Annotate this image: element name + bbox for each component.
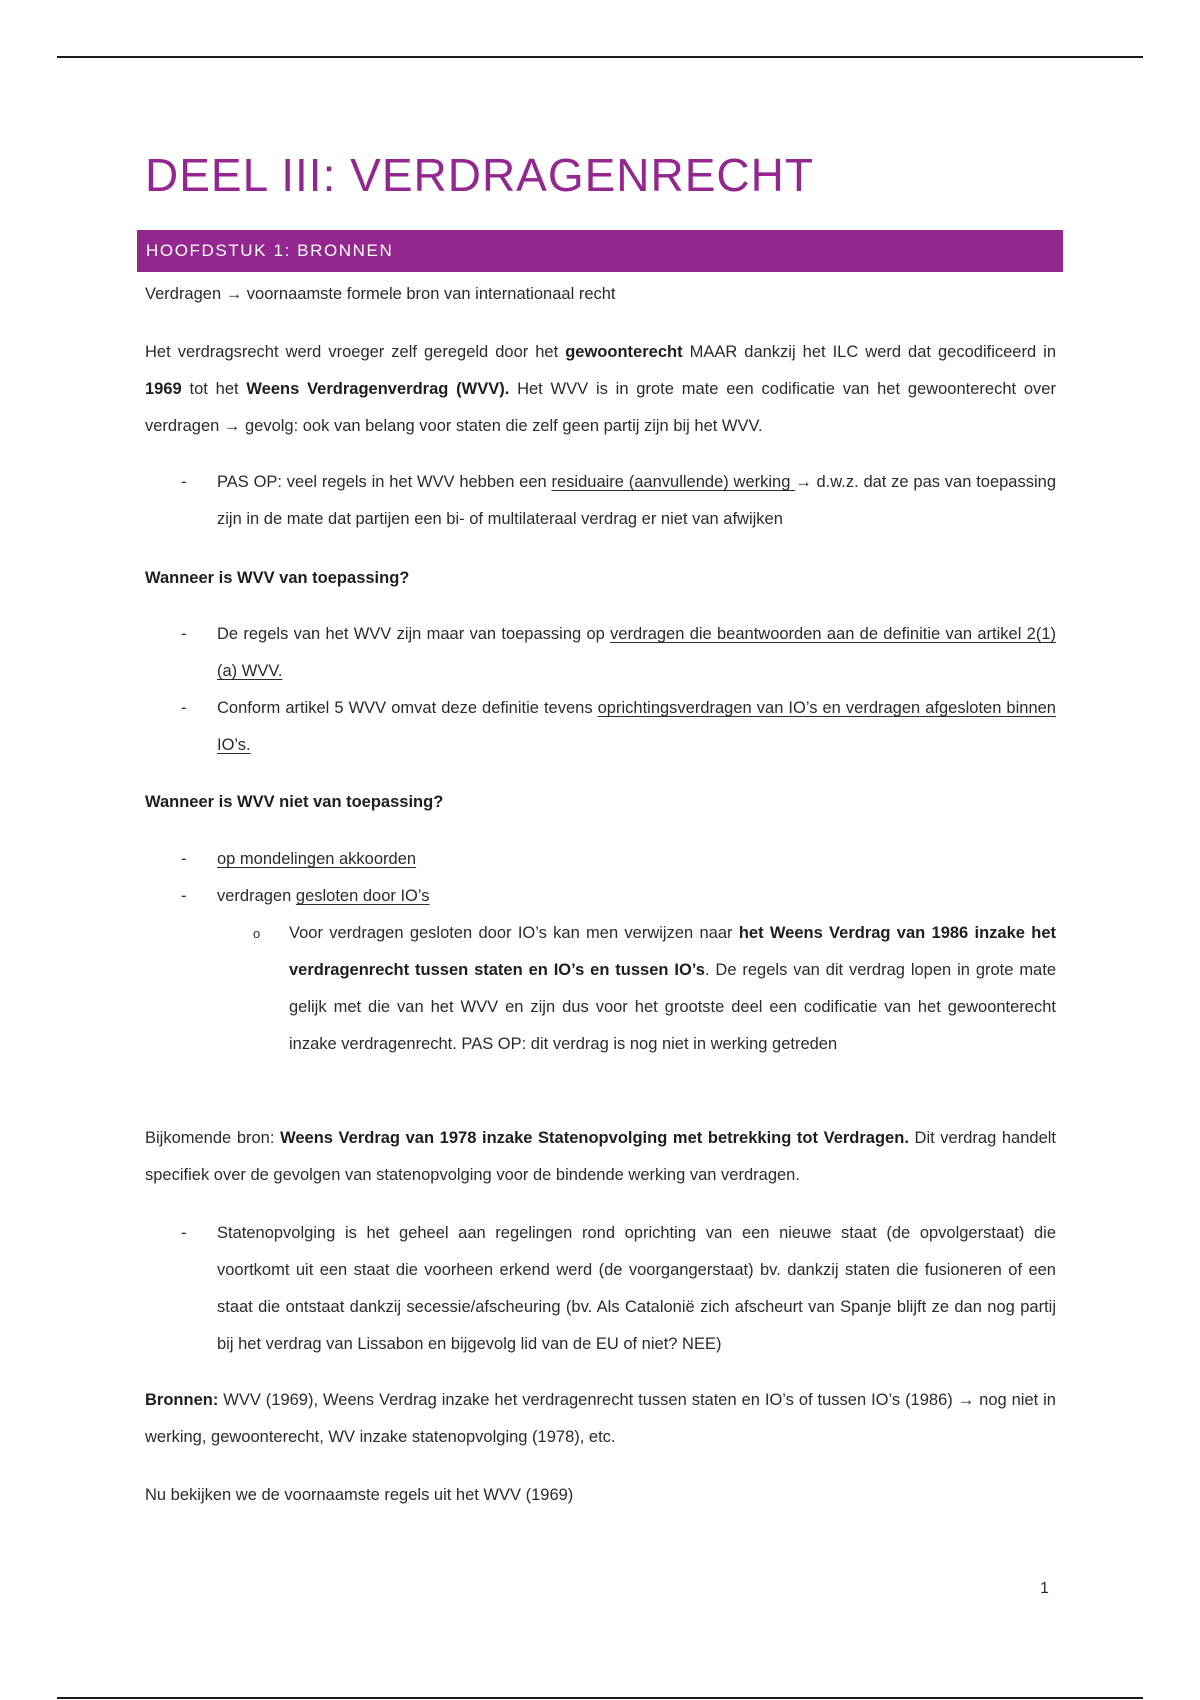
closing-line: Nu bekijken we de voornaamste regels uit het WVV (1969) — [145, 1486, 574, 1504]
list-item: - PAS OP: veel regels in het WVV hebben een residuaire (aanvullende) werking → d.w.z. dat ze pas van toepassing zijn in de mate dat partijen een bi- of multilateraal verdrag er niet van afwijken — [181, 473, 1057, 528]
list-item: - De regels van het WVV zijn maar van toepassing op verdragen die beantwoorden aan de definitie van artikel 2(1) (a) WVV. — [181, 625, 1056, 680]
footer-rule — [57, 1697, 1143, 1699]
paragraph-supplementary-source: Bijkomende bron: Weens Verdrag van 1978 inzake Statenopvolging met betrekking tot Verdragen. Dit verdrag handelt specifiek over de gevolgen van statenopvolging voor de bindende werking van verdragen. — [145, 1129, 1056, 1184]
header-rule — [57, 56, 1143, 58]
sub-list — [217, 915, 1056, 1063]
pasop-list — [145, 464, 1056, 538]
heading-applicable: Wanneer is WVV van toepassing? — [145, 569, 410, 587]
paragraph-wvv: Het verdragsrecht werd vroeger zelf geregeld door het gewoonterecht MAAR dankzij het ILC werd dat gecodificeerd in 1969 tot het Weens Verdragenverdrag (WVV). Het WVV is in grote mate een codificatie van het gewoonterecht over verdragen → gevolg: ook van belang voor staten die zelf geen partij zijn bij het WVV. — [145, 343, 1057, 435]
applicable-list — [145, 616, 1056, 764]
list-item: - op mondelingen akkoorden — [181, 850, 417, 868]
list-item: - Conform artikel 5 WVV omvat deze definitie tevens oprichtingsverdragen van IO’s en verdragen afgesloten binnen IO’s. — [181, 699, 1056, 754]
page-number: 1 — [1040, 1580, 1049, 1597]
intro-line: Verdragen → voornaamste formele bron van internationaal recht — [145, 285, 616, 303]
heading-not-applicable: Wanneer is WVV niet van toepassing? — [145, 793, 444, 811]
succession-list — [145, 1215, 1056, 1363]
page-title: DEEL III: VERDRAGENRECHT — [145, 149, 814, 201]
chapter-heading: HOOFDSTUK 1: BRONNEN — [137, 230, 1063, 272]
list-item: - verdragen gesloten door IO’s o Voor verdragen gesloten door IO’s kan men verwijzen naar het Weens Verdrag van 1986 inzake het verdragenrecht tussen staten en IO’s en tussen IO’s. De regels van dit verdrag lopen in grote mate gelijk met die van het WVV en zijn dus voor het grootste deel een codificatie van het gewoonterecht inzake verdragenrecht. PAS OP: dit verdrag is nog niet in werking getreden — [145, 878, 1056, 1063]
paragraph-sources: Bronnen: WVV (1969), Weens Verdrag inzake het verdragenrecht tussen staten en IO’s of tussen IO’s (1986) → nog niet in werking, gewoonterecht, WV inzake statenopvolging (1978), etc. — [145, 1391, 1056, 1446]
not-applicable-list — [145, 841, 1056, 1063]
list-item: - Statenopvolging is het geheel aan regelingen rond oprichting van een nieuwe staat (de opvolgerstaat) die voortkomt uit een staat die voorheen erkend werd (de voorgangerstaat) bv. dankzij staten die fusioneren of een staat die ontstaat dankzij secessie/afscheuring (bv. Als Catalonië zich afscheurt van Spanje blijft ze dan nog partij bij het verdrag van Lissabon en bijgevolg lid van de EU of niet? NEE) — [181, 1224, 1056, 1353]
sub-list-item: o Voor verdragen gesloten door IO’s kan men verwijzen naar het Weens Verdrag van 1986 inzake het verdragenrecht tussen staten en IO’s en tussen IO’s. De regels van dit verdrag lopen in grote mate gelijk met die van het WVV en zijn dus voor het grootste deel een codificatie van het gewoonterecht inzake verdragenrecht. PAS OP: dit verdrag is nog niet in werking getreden — [253, 924, 1056, 1053]
